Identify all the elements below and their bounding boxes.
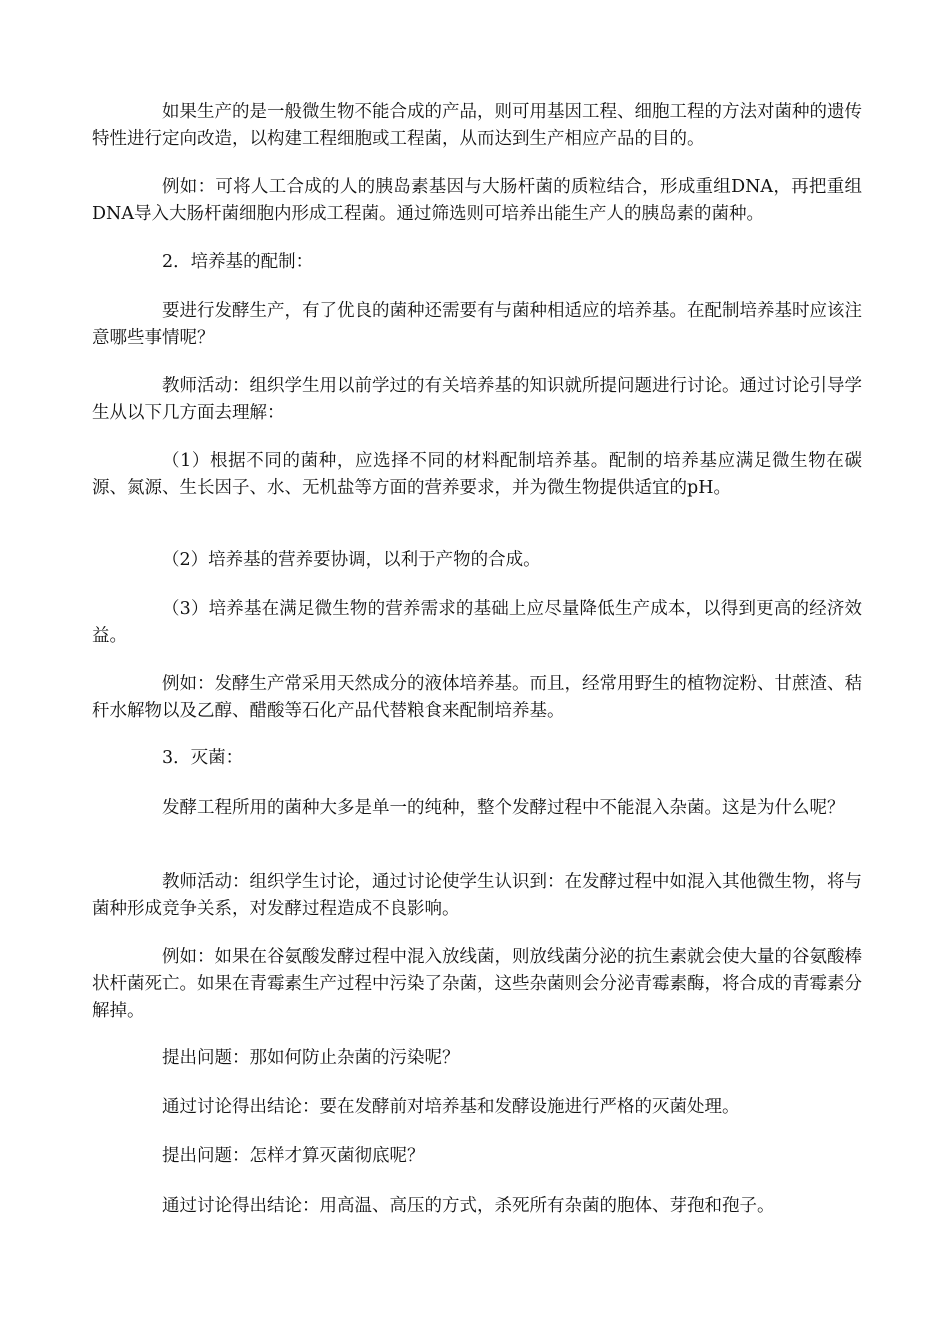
- paragraph-medium-example: 例如：发酵生产常采用天然成分的液体培养基。而且，经常用野生的植物淀粉、甘蔗渣、秸秆水解物以及乙醇、醋酸等石化产品代替粮食来配制培养基。: [92, 674, 862, 721]
- paragraph-contamination-example: 例如：如果在谷氨酸发酵过程中混入放线菌，则放线菌分泌的抗生素就会使大量的谷氨酸棒状杆菌死亡。如果在青霉素生产过程中污染了杂菌，这些杂菌则会分泌青霉素酶，将合成的青霉素分解掉。: [92, 947, 862, 1021]
- heading-medium-preparation: 2．培养基的配制：: [162, 252, 314, 272]
- paragraph-point-3: （3）培养基在满足微生物的营养需求的基础上应尽量降低生产成本，以得到更高的经济效益。: [92, 599, 862, 646]
- paragraph-point-2: （2）培养基的营养要协调，以利于产物的合成。: [162, 550, 541, 570]
- paragraph-engineering-strain: 如果生产的是一般微生物不能合成的产品，则可用基因工程、细胞工程的方法对菌种的遗传特性进行定向改造，以构建工程细胞或工程菌，从而达到生产相应产品的目的。: [92, 102, 862, 149]
- paragraph-question-1: 提出问题：那如何防止杂菌的污染呢？: [162, 1048, 460, 1068]
- heading-sterilization: 3．灭菌：: [162, 748, 244, 768]
- paragraph-teacher-activity-1: 教师活动：组织学生用以前学过的有关培养基的知识就所提问题进行讨论。通过讨论引导学生从以下几方面去理解：: [92, 376, 862, 423]
- paragraph-conclusion-2: 通过讨论得出结论：用高温、高压的方式，杀死所有杂菌的胞体、芽孢和孢子。: [162, 1196, 775, 1216]
- paragraph-point-1: （1）根据不同的菌种，应选择不同的材料配制培养基。配制的培养基应满足微生物在碳源、氮源、生长因子、水、无机盐等方面的营养要求，并为微生物提供适宜的pH。: [92, 451, 862, 498]
- paragraph-teacher-activity-2: 教师活动：组织学生讨论，通过讨论使学生认识到：在发酵过程中如混入其他微生物，将与菌种形成竞争关系，对发酵过程造成不良影响。: [92, 872, 862, 919]
- paragraph-pure-strain: 发酵工程所用的菌种大多是单一的纯种，整个发酵过程中不能混入杂菌。这是为什么呢？: [162, 798, 845, 818]
- paragraph-conclusion-1: 通过讨论得出结论：要在发酵前对培养基和发酵设施进行严格的灭菌处理。: [162, 1097, 740, 1117]
- paragraph-insulin-example: 例如：可将人工合成的人的胰岛素基因与大肠杆菌的质粒结合，形成重组DNA，再把重组DNA导入大肠杆菌细胞内形成工程菌。通过筛选则可培养出能生产人的胰岛素的菌种。: [92, 177, 862, 224]
- paragraph-question-2: 提出问题：怎样才算灭菌彻底呢？: [162, 1146, 425, 1166]
- paragraph-medium-question: 要进行发酵生产，有了优良的菌种还需要有与菌种相适应的培养基。在配制培养基时应该注意哪些事情呢？: [92, 301, 862, 348]
